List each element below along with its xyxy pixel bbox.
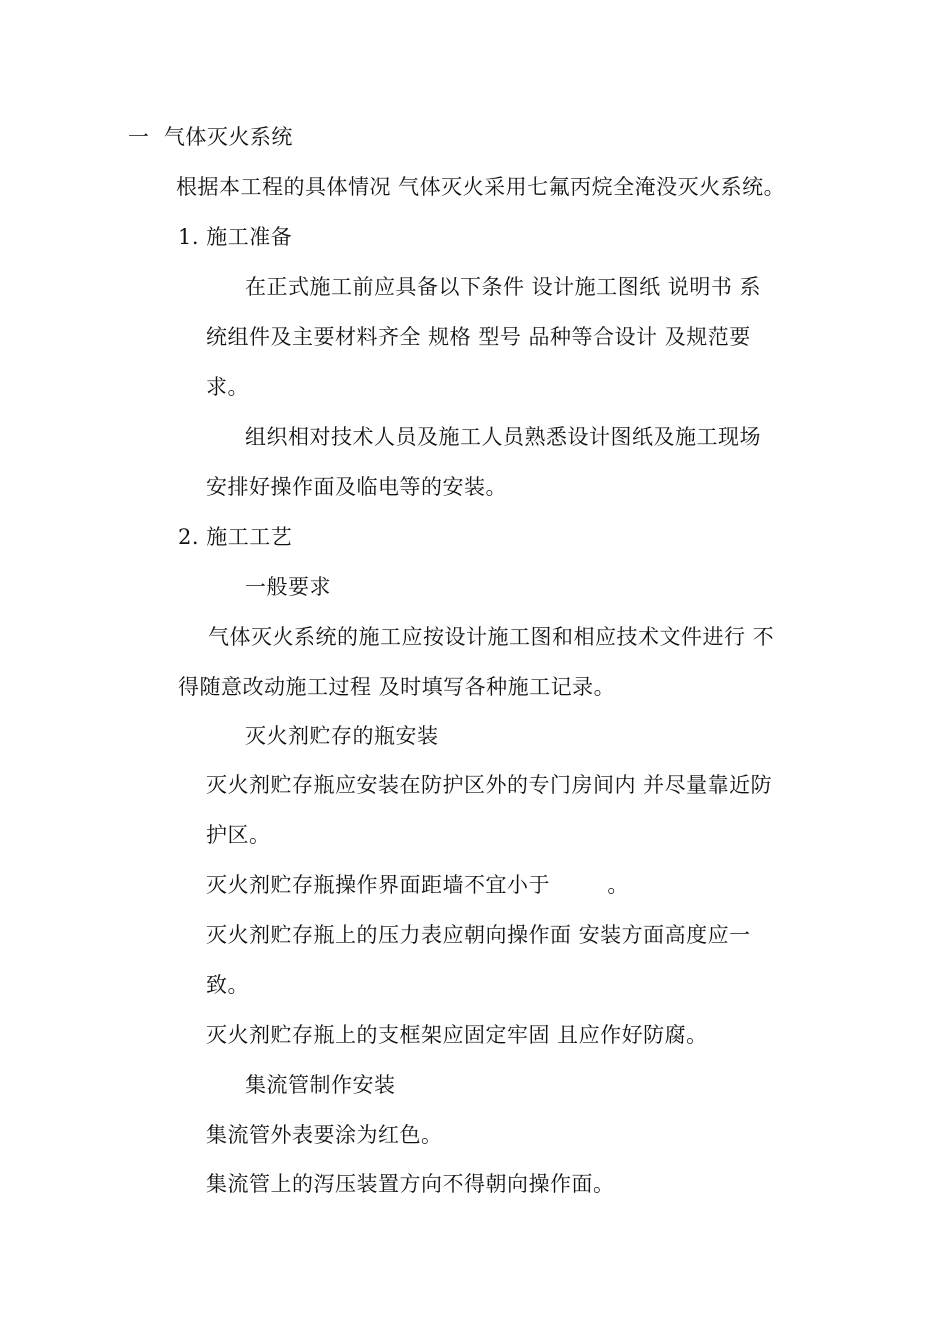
- paragraph-line: 灭火剂贮存瓶应安装在防护区外的专门房间内 并尽量靠近防: [206, 773, 773, 797]
- paragraph-line: 求。: [206, 375, 249, 399]
- paragraph-line: 护区。: [206, 823, 271, 847]
- paragraph-line: 集流管上的泻压装置方向不得朝向操作面。: [206, 1172, 615, 1196]
- paragraph-line: 得随意改动施工过程 及时填写各种施工记录。: [178, 675, 616, 699]
- paragraph-line: 致。: [206, 973, 249, 997]
- paragraph-line: 灭火剂贮存瓶操作界面距墙不宜小于 。: [206, 873, 629, 897]
- paragraph-line: 根据本工程的具体情况 气体灭火采用七氟丙烷全淹没灭火系统。: [176, 175, 786, 199]
- item-heading: 灭火剂贮存的瓶安装: [245, 724, 439, 748]
- paragraph-line: 安排好操作面及临电等的安装。: [206, 475, 507, 499]
- paragraph-line: 集流管外表要涂为红色。: [206, 1123, 443, 1147]
- item-heading: 一般要求: [245, 575, 331, 599]
- paragraph-line: 在正式施工前应具备以下条件 设计施工图纸 说明书 系: [245, 275, 762, 299]
- section-heading: 一 气体灭火系统: [128, 125, 293, 149]
- paragraph-line: 统组件及主要材料齐全 规格 型号 品种等合设计 及规范要: [206, 325, 751, 349]
- paragraph-line: 灭火剂贮存瓶上的支框架应固定牢固 且应作好防腐。: [206, 1023, 708, 1047]
- item-heading: 集流管制作安装: [245, 1073, 396, 1097]
- paragraph-line: 气体灭火系统的施工应按设计施工图和相应技术文件进行 不: [208, 625, 775, 649]
- paragraph-line: 组织相对技术人员及施工人员熟悉设计图纸及施工现场: [245, 425, 761, 449]
- subsection-heading: 1. 施工准备: [178, 225, 293, 249]
- subsection-heading: 2. 施工工艺: [178, 525, 293, 549]
- paragraph-line: 灭火剂贮存瓶上的压力表应朝向操作面 安装方面高度应一: [206, 923, 751, 947]
